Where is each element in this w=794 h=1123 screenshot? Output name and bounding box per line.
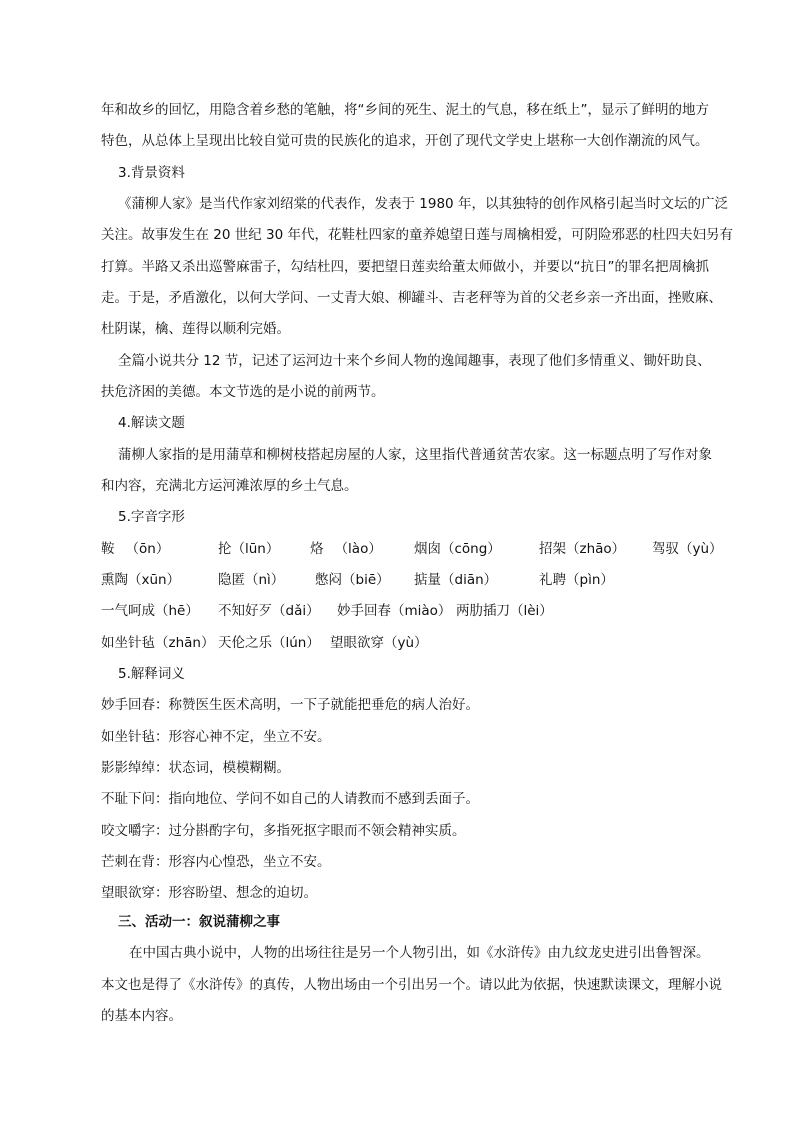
title-reading-line-1: 蒲柳人家指的是用蒲草和柳树枝搭起房屋的人家，这里指代普通贫苦农家。这一标题点明了写作对象 bbox=[118, 447, 712, 463]
background-para-1-line-2: 关注。故事发生在 20 世纪 30 年代，花鞋杜四家的童养媳望日莲与周檎相爱，可阴险邪恶的杜四夫妇另有 bbox=[101, 227, 734, 243]
pinyin-item: 天伦之乐（lún） bbox=[218, 635, 320, 651]
pinyin-item: 如坐针毡（zhān） bbox=[101, 635, 215, 651]
activity-para-line-1: 在中国古典小说中，人物的出场往往是另一个人物引出，如《水浒传》由九纹龙史进引出鲁智深。 bbox=[129, 945, 710, 961]
pinyin-item: 望眼欲穿（yù） bbox=[330, 635, 428, 651]
activity-para-line-2: 本文也是得了《水浒传》的真传，人物出场由一个引出另一个。请以此为依据，快速默读课文，理解小说 bbox=[101, 977, 722, 993]
definition-item: 咬文嚼字：过分斟酌字句，多指死抠字眼而不领会精神实质。 bbox=[101, 823, 466, 839]
pinyin-item: 烟囱（cōng） bbox=[414, 541, 501, 557]
pinyin-item: 隐匿（nì） bbox=[218, 572, 285, 588]
pinyin-item: 不知好歹（dǎi） bbox=[218, 603, 320, 619]
pinyin-item: 招架（zhāo） bbox=[539, 541, 626, 557]
pinyin-item: 鞍 （ōn） bbox=[101, 541, 170, 557]
background-para-1-line-3: 打算。半路又杀出巡警麻雷子，勾结杜四，要把望日莲卖给董太师做小，并要以“抗日”的罪名把周檎抓 bbox=[101, 259, 709, 275]
background-para-2-line-1: 全篇小说共分 12 节，记述了运河边十来个乡间人物的逸闻趣事，表现了他们多情重义、锄奸助良、 bbox=[118, 353, 711, 369]
definition-item: 如坐针毡：形容心神不定，坐立不安。 bbox=[101, 729, 331, 745]
pinyin-item: 一气呵成（hē） bbox=[101, 603, 199, 619]
pinyin-item: 熏陶（xūn） bbox=[101, 572, 181, 588]
title-reading-line-2: 和内容，充满北方运河滩浓厚的乡土气息。 bbox=[101, 478, 358, 494]
section-5-title: 5.字音字形 bbox=[118, 509, 185, 525]
intro-line-2: 特色，从总体上呈现出比较自觉可贵的民族化的追求，开创了现代文学史上堪称一大创作潮流的风气。 bbox=[101, 133, 709, 149]
activity-heading: 三、活动一：叙说蒲柳之事 bbox=[118, 914, 280, 930]
definition-item: 望眼欲穿：形容盼望、想念的迫切。 bbox=[101, 885, 317, 901]
background-para-2-line-2: 扶危济困的美德。本文节选的是小说的前两节。 bbox=[101, 384, 385, 400]
background-para-1-line-1: 《蒲柳人家》是当代作家刘绍棠的代表作，发表于 1980 年，以其独特的创作风格引起当时文坛的广泛 bbox=[118, 196, 728, 212]
pinyin-item: 烙 （lào） bbox=[310, 541, 382, 557]
definition-item: 芒刺在背：形容内心惶恐，坐立不安。 bbox=[101, 854, 331, 870]
pinyin-item: 抡（lūn） bbox=[218, 541, 280, 557]
pinyin-item: 掂量（diān） bbox=[414, 572, 498, 588]
background-para-1-line-4: 走。于是，矛盾激化，以何大学问、一丈青大娘、柳罐斗、吉老秤等为首的父老乡亲一齐出面，挫败麻、 bbox=[101, 290, 722, 306]
pinyin-item: 礼聘（pìn） bbox=[539, 572, 614, 588]
pinyin-item: 驾驭（yù） bbox=[652, 541, 723, 557]
pinyin-item: 两肋插刀（lèi） bbox=[456, 603, 553, 619]
section-6-title: 5.解释词义 bbox=[118, 666, 185, 682]
definition-item: 不耻下问：指向地位、学问不如自己的人请教而不感到丢面子。 bbox=[101, 791, 479, 807]
definition-item: 妙手回春：称赞医生医术高明，一下子就能把垂危的病人治好。 bbox=[101, 697, 479, 713]
pinyin-item: 妙手回春（miào） bbox=[337, 603, 452, 619]
pinyin-item: 憋闷（biē） bbox=[315, 572, 390, 588]
background-para-1-line-5: 杜阴谋，檎、莲得以顺利完婚。 bbox=[101, 321, 290, 337]
activity-para-line-3: 的基本内容。 bbox=[101, 1008, 182, 1024]
intro-line-1: 年和故乡的回忆，用隐含着乡愁的笔触，将“乡间的死生、泥土的气息，移在纸上”，显示了鲜明的地方 bbox=[101, 102, 709, 118]
section-4-title: 4.解读文题 bbox=[118, 415, 185, 431]
section-3-title: 3.背景资料 bbox=[118, 165, 185, 181]
definition-item: 影影绰绰：状态词，模模糊糊。 bbox=[101, 760, 290, 776]
